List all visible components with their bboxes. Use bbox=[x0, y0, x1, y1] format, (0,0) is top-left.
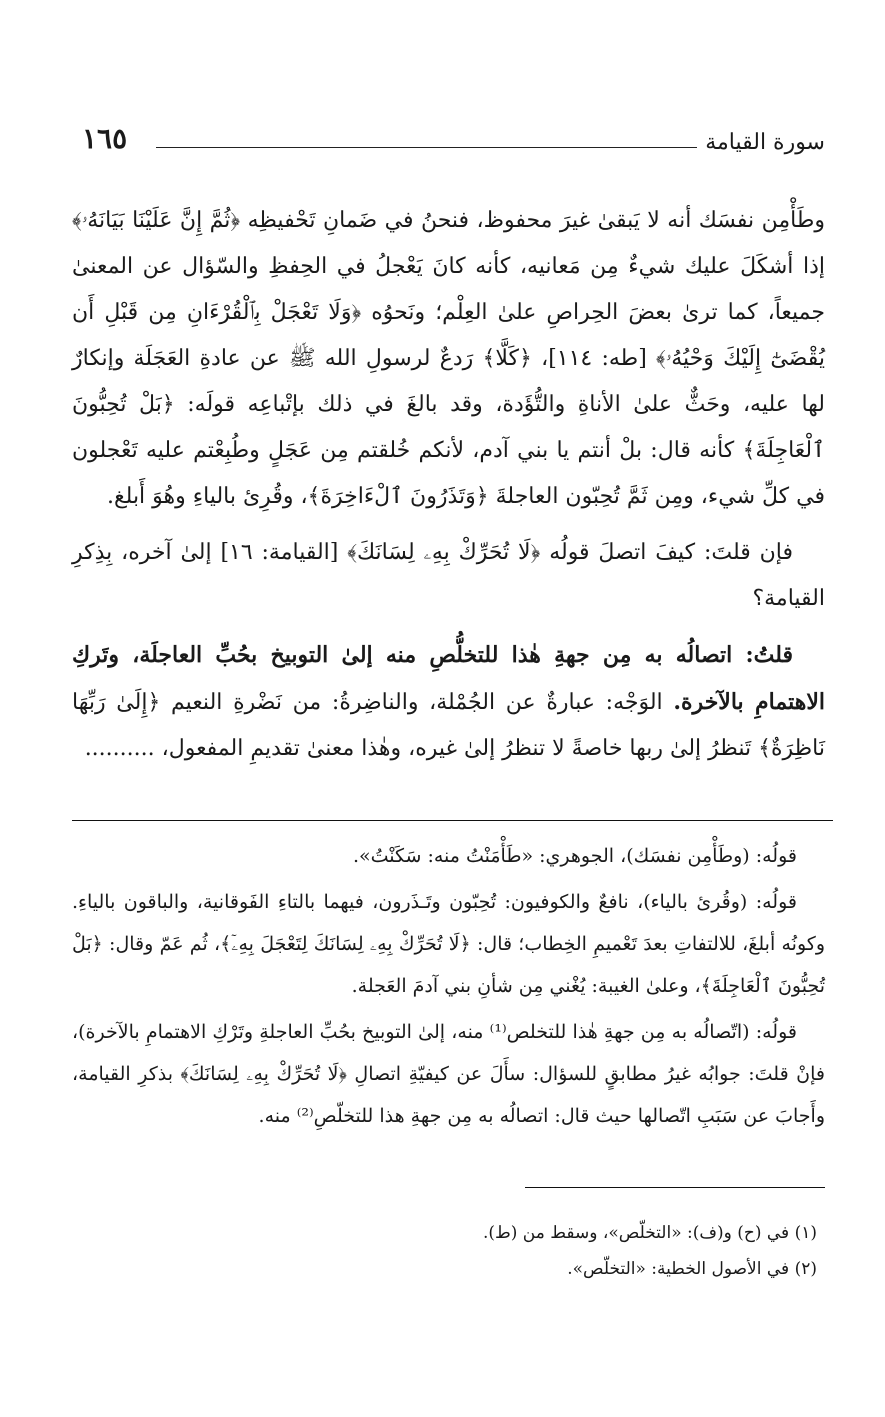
surah-title: سورة القيامة bbox=[705, 130, 825, 155]
main-paragraph-2: فإن قلتَ: كيفَ اتصلَ قولُه ﴿لَا تُحَرِّكْ بِهِۦ لِسَانَكَ﴾ [القيامة: ١٦] إلىٰ آخره، بِذِكرِ القيامة؟ bbox=[72, 540, 825, 611]
header-rule bbox=[156, 147, 697, 148]
main-paragraph-1: وطَأْمِن نفسَك أنه لا يَبقىٰ غيرَ محفوظ، فنحنُ في ضَمانِ تَحْفيظِه ﴿ثُمَّ إِنَّ عَلَيْنَا بَيَانَهُۥ﴾ إذا أشكَلَ عليك شيءٌ مِن مَعانيه، كأنه كانَ يَعْجلُ في الحِفظِ والسّؤال عن المعنىٰ جميعاً، كما ترىٰ بعضَ الحِراصِ علىٰ العِلْم؛ ونَحوُه ﴿وَلَا تَعْجَلْ بِٱلْقُرْءَانِ مِن قَبْلِ أَن يُقْضَىٰٓ إِلَيْكَ وَحْيُهُۥ﴾ [طه: ١١٤]، ﴿كَلَّا﴾ رَدعٌ لرسولِ الله ﷺ عن عادةِ العَجَلَة وإنكارٌ لها عليه، وحَثٌّ علىٰ الأناةِ والتُّؤَدة، وقد بالغَ في ذلك بإتْباعِه قولَه: ﴿بَلْ تُحِبُّونَ ٱلْعَاجِلَةَ﴾ كأنه قال: بلْ أنتم يا بني آدم، لأنكم خُلقتم مِن عَجَلٍ وطُبِعْتم عليه تَعْجلون في كلِّ شيء، ومِن ثَمَّ تُحِبّون العاجلةَ ﴿وَتَذَرُونَ ٱلْءَاخِرَةَ﴾، وقُرِئ بالياءِ وهُوَ أَبلغ. bbox=[72, 208, 826, 509]
text-separator-rule bbox=[72, 820, 833, 821]
main-paragraph-3-rest: الوَجْه: عبارةٌ عن الجُمْلة، والناضِرةُ: من نَضْرةِ النعيم ﴿إِلَىٰ رَبِّهَا نَاظِرَةٌ﴾ تَنظرُ إلىٰ ربها خاصةً لا تنظرُ إلىٰ غيره، وهٰذا معنىٰ تقديمِ المفعول، .......... bbox=[72, 690, 825, 761]
commentary-section bbox=[72, 835, 825, 1141]
footnote-2: (٢) في الأصول الخطية: «التخلّص». bbox=[567, 1259, 817, 1279]
commentary-paragraph-1: قولُه: (وطَأْمِن نفسَك)، الجوهري: «طَأْمَنْتُ منه: سَكَنْتُ». bbox=[352, 845, 797, 867]
page-number: ١٦٥ bbox=[82, 122, 128, 155]
main-paragraph-3-bold: قلتُ: اتصالُه به مِن جهةِ هٰذا للتخلُّصِ منه إلىٰ التوبيخ بحُبِّ العاجلَة، وتَركِ الاهتمامِ بالآخرة. bbox=[72, 642, 825, 715]
running-header bbox=[72, 120, 825, 170]
footnote-separator-rule bbox=[525, 1187, 825, 1188]
commentary-paragraph-2: قولُه: (وقُرئ بالياء)، نافعٌ والكوفيون: تُحِبّون وتَـذَرون، فيهما بالتاءِ الفَوقانية، والباقون بالياءِ. وكونُه أبلغَ، للالتفاتِ بعدَ تَعْميمِ الخِطاب؛ قال: ﴿لَا تُحَرِّكْ بِهِۦ لِسَانَكَ لِتَعْجَلَ بِهِۦٓ﴾، ثُم عَمّ وقال: ﴿بَلْ تُحِبُّونَ ٱلْعَاجِلَةَ﴾، وعلىٰ الغيبة: يُغْني مِن شأنِ بني آدمَ العَجلة. bbox=[72, 891, 825, 997]
commentary-paragraph-3: قولُه: (اتّصالُه به مِن جهةِ هٰذا للتخلص⁽¹⁾ منه، إلىٰ التوبيخ بحُبِّ العاجلةِ وتَرْكِ الاهتمامِ بالآخرة)، فإنْ قلتَ: جوابُه غيرُ مطابقٍ للسؤال: سأَلَ عن كيفيّةِ اتصالِ ﴿لَا تُحَرِّكْ بِهِۦ لِسَانَكَ﴾ بذكرِ القيامة، وأَجابَ عن سَبَبِ اتّصالها حيث قال: اتصالُه به مِن جهةِ هذا للتخلّصِ⁽²⁾ منه. bbox=[72, 1021, 825, 1127]
footnotes bbox=[72, 1215, 825, 1287]
main-text bbox=[72, 198, 825, 772]
footnote-1: (١) في (ح) و(ف): «التخلّص»، وسقط من (ط). bbox=[483, 1223, 817, 1243]
main-paragraph-3 bbox=[72, 632, 825, 772]
